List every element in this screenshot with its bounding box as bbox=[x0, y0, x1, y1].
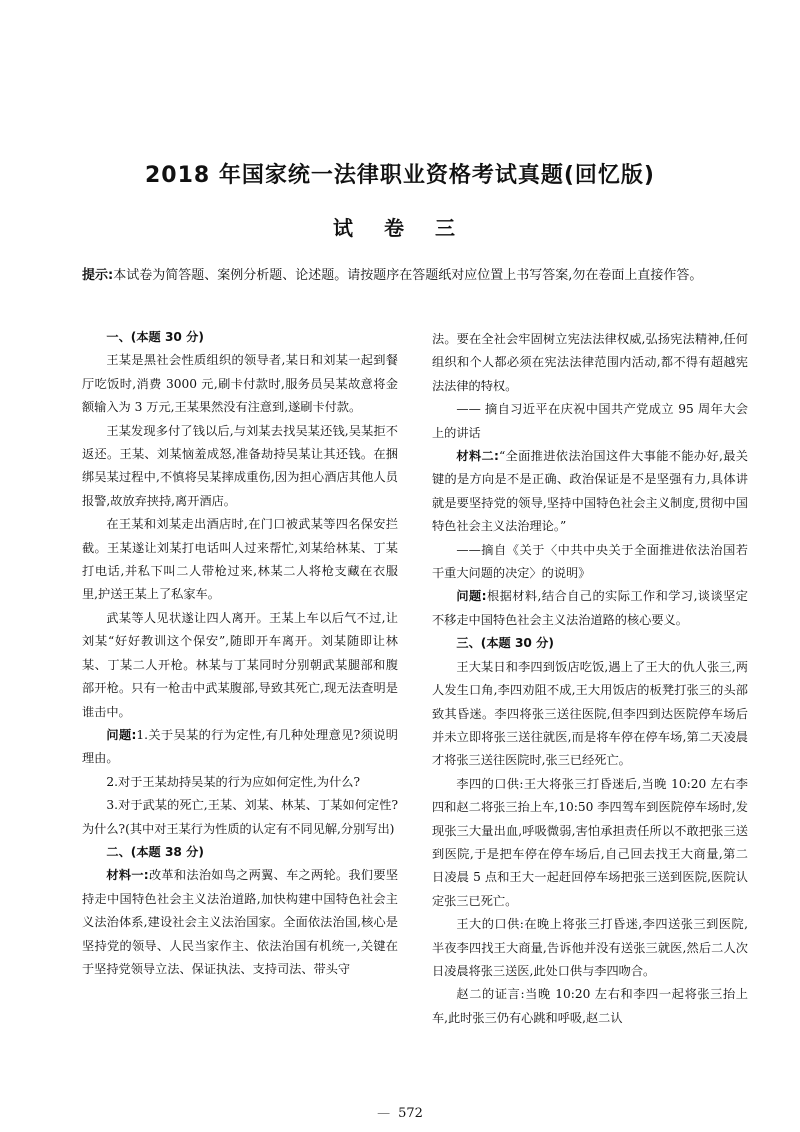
material-2-text: “全面推进依法治国这件大事能不能办好,最关键的是方向是不是正确、政治保证是不是坚强有力,具体讲就是要坚持党的领导,坚持中国特色社会主义制度,贯彻中国特色社会主义法治理论。” bbox=[432, 449, 748, 534]
material-2-source: ——摘自《关于〈中共中央关于全面推进依法治国若干重大问题的决定〉的说明》 bbox=[432, 542, 748, 581]
question-1: 1.关于吴某的行为定性,有几种处理意见?须说明理由。 bbox=[82, 727, 398, 766]
case-paragraph: 王某发现多付了钱以后,与刘某去找吴某还钱,吴某拒不返还。王某、刘某恼羞成怒,准备劫持吴某让其还钱。在捆绑吴某过程中,不慎将吴某摔成重伤,因为担心酒店其他人员报警,故放弃挟持,离开酒店。 bbox=[82, 423, 398, 508]
testimony-wang-da: 王大的口供:在晚上将张三打昏迷,李四送张三到医院,半夜李四找王大商量,告诉他并没有送张三就医,然后二人次日凌晨将张三送医,此处口供与李四吻合。 bbox=[432, 917, 748, 978]
section-3-heading: 三、(本题 30 分) bbox=[456, 636, 554, 651]
question-text: 根据材料,结合自己的实际工作和学习,谈谈坚定不移走中国特色社会主义法治道路的核心要义。 bbox=[432, 589, 748, 627]
material-1-label: 材料一: bbox=[106, 868, 149, 883]
question-label: 问题: bbox=[456, 589, 487, 604]
material-2 bbox=[432, 445, 748, 539]
page-footer bbox=[0, 1106, 800, 1121]
case-paragraph: 武某等人见状遂让四人离开。王某上车以后气不过,让刘某“好好教训这个保安”,随即开车离开。刘某随即让林某、丁某二人开枪。林某与丁某同时分别朝武某腿部和腹部开枪。只有一枪击中武某腹部,导致其死亡,现无法查明是谁击中。 bbox=[82, 610, 398, 719]
footer-dash: — bbox=[377, 1106, 391, 1121]
material-1-text: 改革和法治如鸟之两翼、车之两轮。我们要坚持走中国特色社会主义法治道路,加快构建中国特色社会主义法治体系,建设社会主义法治国家。全面依法治国,核心是坚持党的领导、人民当家作主、依法治国有机统一,关键在于坚持党领导立法、保证执法、支持司法、带头守 bbox=[82, 868, 399, 976]
case-paragraph: 王某是黑社会性质组织的领导者,某日和刘某一起到餐厅吃饭时,消费 3000 元,刷卡付款时,服务员吴某故意将金额输入为 3 万元,王某果然没有注意到,遂刷卡付款。 bbox=[82, 353, 398, 415]
page-number: 572 bbox=[398, 1106, 423, 1121]
left-column bbox=[82, 326, 398, 981]
question-paragraph bbox=[82, 724, 398, 771]
question-label: 问题: bbox=[106, 727, 137, 742]
question-paragraph bbox=[432, 585, 748, 632]
material-1-continued: 法。要在全社会牢固树立宪法法律权威,弘扬宪法精神,任何组织和个人都必须在宪法法律范围内活动,都不得有超越宪法法律的特权。 bbox=[432, 332, 748, 393]
material-1-source: —— 摘自习近平在庆祝中国共产党成立 95 周年大会上的讲话 bbox=[432, 402, 748, 440]
right-column bbox=[432, 328, 748, 1030]
case-paragraph: 王大某日和李四到饭店吃饭,遇上了王大的仇人张三,两人发生口角,李四劝阻不成,王大用饭店的板凳打张三的头部致其昏迷。李四将张三送往医院,但李四到达医院停车场后并未立即将张三送往就医,而是将车停在停车场,第二天凌晨才将张三送往医院时,张三已经死亡。 bbox=[432, 659, 748, 768]
section-2-heading: 二、(本题 38 分) bbox=[106, 844, 204, 859]
section-1-heading: 一、(本题 30 分) bbox=[106, 330, 204, 344]
hint-text: 本试卷为简答题、案例分析题、论述题。请按题序在答题纸对应位置上书写答案,勿在卷面上直接作答。 bbox=[113, 268, 703, 283]
paper-subtitle: 试 卷 三 bbox=[333, 216, 467, 240]
testimony-li-si: 李四的口供:王大将张三打昏迷后,当晚 10:20 左右李四和赵二将张三抬上车,10:50 李四驾车到医院停车场时,发现张三大量出血,呼吸微弱,害怕承担责任所以不敢把张三送到医院,于是把车停在停车场后,自己回去找王大商量,第二日凌晨 5 点和王大一起赶回停车场把张三送到医院,医院认定张三已死亡。 bbox=[432, 776, 748, 908]
testimony-zhao-er: 赵二的证言:当晚 10:20 左右和李四一起将张三抬上车,此时张三仍有心跳和呼吸,赵二认 bbox=[432, 987, 748, 1025]
question-2: 2.对于王某劫持吴某的行为应如何定性,为什么? bbox=[106, 774, 360, 789]
exam-hint bbox=[82, 262, 722, 290]
question-3: 3.对于武某的死亡,王某、刘某、林某、丁某如何定性?为什么?(其中对王某行为性质的认定有不同见解,分别写出) bbox=[82, 798, 398, 836]
material-1 bbox=[82, 864, 398, 981]
page-title: 2018 年国家统一法律职业资格考试真题(回忆版) bbox=[144, 163, 655, 188]
hint-label: 提示: bbox=[82, 268, 114, 283]
case-paragraph: 在王某和刘某走出酒店时,在门口被武某等四名保安拦截。王某遂让刘某打电话叫人过来帮忙,刘某给林某、丁某打电话,并私下叫二人带枪过来,林某二人将枪支藏在衣服里,护送王某上了私家车。 bbox=[82, 517, 398, 602]
material-2-label: 材料二: bbox=[456, 449, 499, 464]
